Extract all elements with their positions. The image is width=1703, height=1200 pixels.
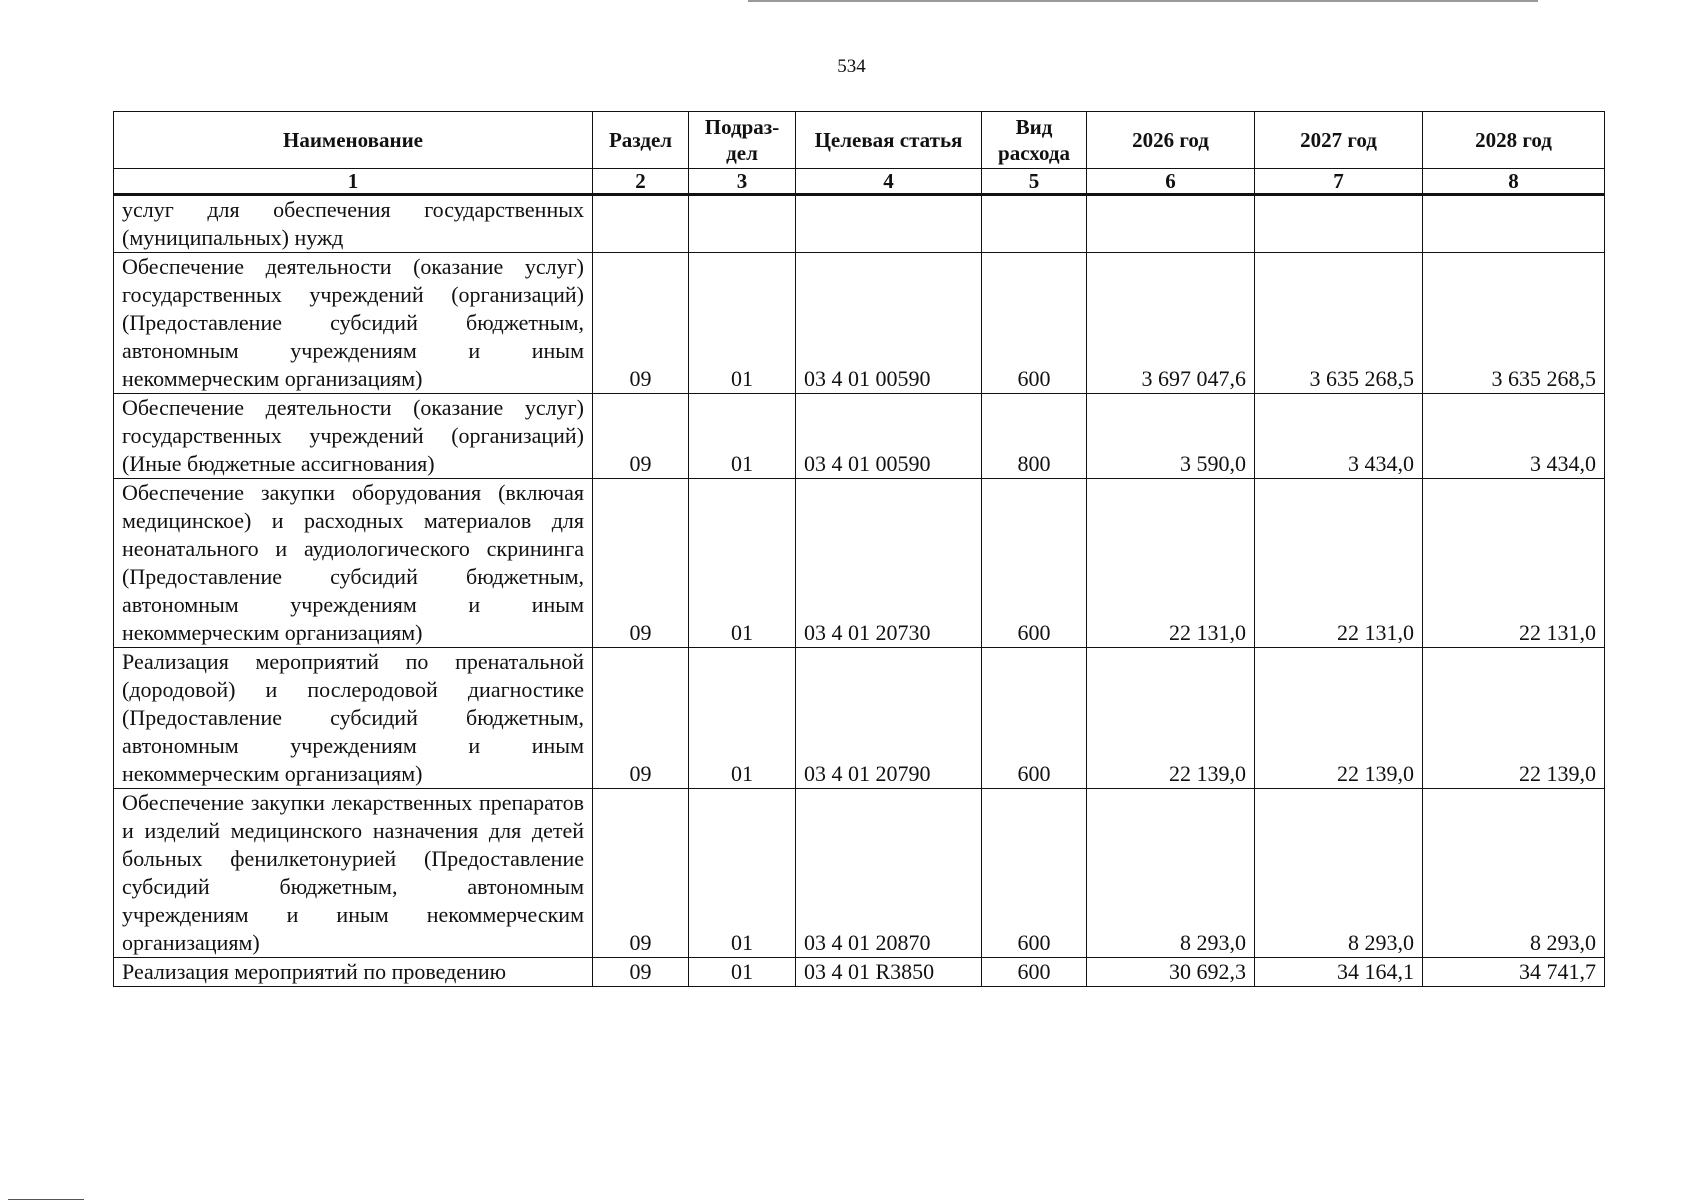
column-number: 1 [114,169,593,195]
table-row [114,958,1605,987]
row-amount-2026: 22 139,0 [1087,648,1255,789]
row-amount-2028 [1423,195,1605,253]
row-amount-2028: 3 434,0 [1423,394,1605,479]
page-number: 534 [837,56,866,77]
row-name: услуг для обеспечения государственных (муниципальных) нужд [114,195,593,253]
row-target-article: 03 4 01 R3850 [796,958,982,987]
table-body [114,169,1605,987]
row-amount-2028: 8 293,0 [1423,789,1605,958]
table-row [114,195,1605,253]
column-number: 5 [982,169,1087,195]
column-number: 7 [1255,169,1423,195]
row-expense-type: 800 [982,394,1087,479]
table-row [114,253,1605,394]
row-amount-2026: 22 131,0 [1087,479,1255,648]
header-2028: 2028 год [1423,112,1605,169]
row-amount-2028: 22 131,0 [1423,479,1605,648]
header-name: Наименование [114,112,593,169]
column-number: 3 [689,169,796,195]
table-row [114,648,1605,789]
row-podrazdel: 01 [689,648,796,789]
row-amount-2027: 34 164,1 [1255,958,1423,987]
header-expense-type: Вид расхода [982,112,1087,169]
row-podrazdel: 01 [689,958,796,987]
row-amount-2026 [1087,195,1255,253]
header-target-article: Целевая статья [796,112,982,169]
column-number: 2 [593,169,689,195]
table-header-row [114,112,1605,169]
row-podrazdel [689,195,796,253]
row-target-article: 03 4 01 20790 [796,648,982,789]
header-2026: 2026 год [1087,112,1255,169]
row-razdel: 09 [593,648,689,789]
row-target-article: 03 4 01 20870 [796,789,982,958]
row-amount-2027: 22 139,0 [1255,648,1423,789]
header-razdel: Раздел [593,112,689,169]
table-row [114,394,1605,479]
table-row [114,789,1605,958]
row-amount-2027: 3 635 268,5 [1255,253,1423,394]
row-amount-2026: 3 697 047,6 [1087,253,1255,394]
row-expense-type: 600 [982,648,1087,789]
row-name: Реализация мероприятий по проведению [114,958,593,987]
row-amount-2026: 30 692,3 [1087,958,1255,987]
row-name: Обеспечение закупки лекарственных препаратов и изделий медицинского назначения для детей больных фенилкетонурией (Предоставление субсидий бюджетным, автономным учреждениям и иным некоммерческим организациям) [114,789,593,958]
row-name: Обеспечение закупки оборудования (включая медицинское) и расходных материалов для неонатального и аудиологического скрининга (Предоставление субсидий бюджетным, автономным учреждениям и иным некоммерческим организациям) [114,479,593,648]
row-expense-type: 600 [982,479,1087,648]
row-amount-2028: 3 635 268,5 [1423,253,1605,394]
column-number: 4 [796,169,982,195]
row-amount-2027 [1255,195,1423,253]
row-expense-type [982,195,1087,253]
row-expense-type: 600 [982,789,1087,958]
row-name: Обеспечение деятельности (оказание услуг) государственных учреждений (организаций) (Предоставление субсидий бюджетным, автономным учреждениям и иным некоммерческим организациям) [114,253,593,394]
row-amount-2028: 22 139,0 [1423,648,1605,789]
row-expense-type: 600 [982,958,1087,987]
row-name: Обеспечение деятельности (оказание услуг) государственных учреждений (организаций) (Иные бюджетные ассигнования) [114,394,593,479]
row-target-article: 03 4 01 00590 [796,394,982,479]
row-razdel: 09 [593,394,689,479]
column-number: 6 [1087,169,1255,195]
row-podrazdel: 01 [689,479,796,648]
row-razdel: 09 [593,479,689,648]
row-expense-type: 600 [982,253,1087,394]
header-2027: 2027 год [1255,112,1423,169]
row-amount-2026: 8 293,0 [1087,789,1255,958]
row-razdel: 09 [593,253,689,394]
row-razdel: 09 [593,789,689,958]
row-target-article: 03 4 01 20730 [796,479,982,648]
row-podrazdel: 01 [689,394,796,479]
row-razdel [593,195,689,253]
row-target-article [796,195,982,253]
budget-table [113,111,1605,987]
row-podrazdel: 01 [689,789,796,958]
row-amount-2026: 3 590,0 [1087,394,1255,479]
header-podrazdel: Подраз-дел [689,112,796,169]
row-amount-2028: 34 741,7 [1423,958,1605,987]
column-number-row [114,169,1605,195]
top-scan-rule [748,0,1538,2]
row-target-article: 03 4 01 00590 [796,253,982,394]
table-row [114,479,1605,648]
row-amount-2027: 3 434,0 [1255,394,1423,479]
column-number: 8 [1423,169,1605,195]
row-name: Реализация мероприятий по пренатальной (дородовой) и послеродовой диагностике (Предоставление субсидий бюджетным, автономным учреждениям и иным некоммерческим организациям) [114,648,593,789]
row-amount-2027: 8 293,0 [1255,789,1423,958]
row-razdel: 09 [593,958,689,987]
row-podrazdel: 01 [689,253,796,394]
row-amount-2027: 22 131,0 [1255,479,1423,648]
